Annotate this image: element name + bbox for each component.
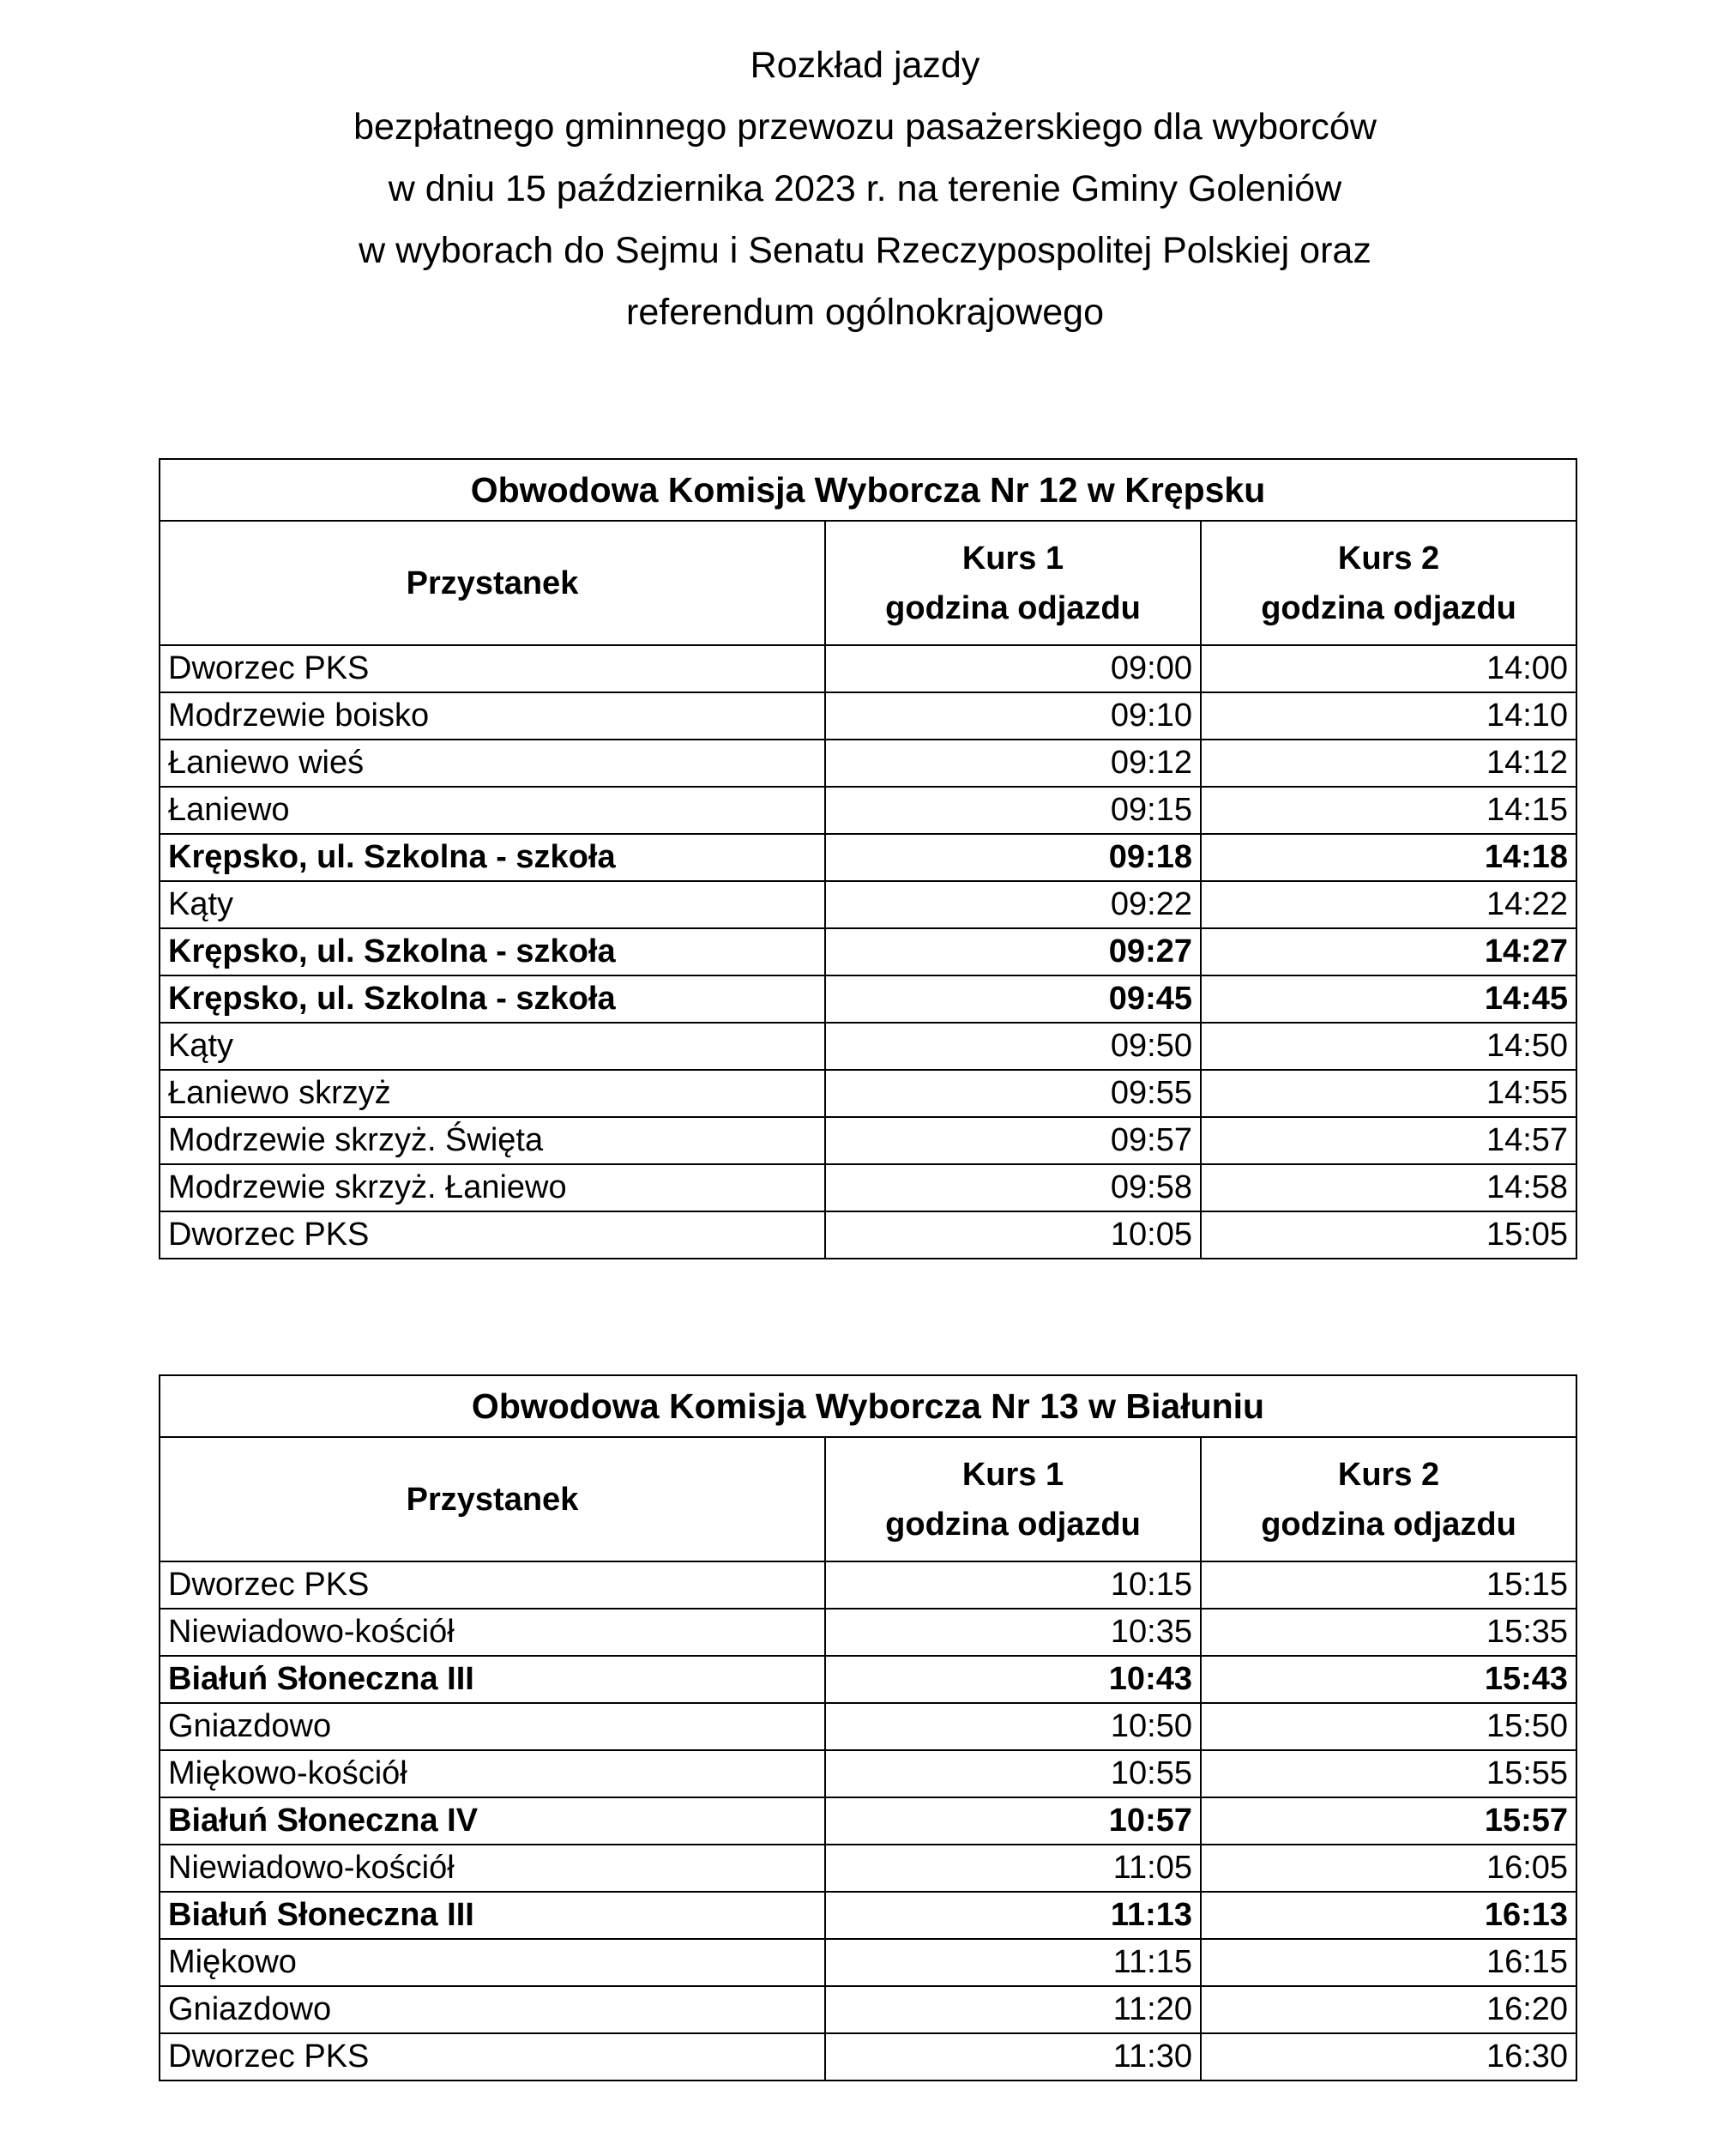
header-kurs-2-label: Kurs 2: [1337, 540, 1440, 577]
table-row: [160, 2033, 1576, 2081]
header-kurs-2-label: Kurs 2: [1337, 1456, 1440, 1493]
table-caption: Obwodowa Komisja Wyborcza Nr 13 w Białuniu: [160, 1375, 1576, 1437]
title-line: referendum ogólnokrajowego: [626, 292, 1104, 333]
departure-time-kurs-2: 14:00: [1201, 645, 1576, 692]
table-row: [160, 1164, 1576, 1211]
header-kurs-1: [825, 521, 1201, 645]
header-kurs-2: [1201, 521, 1576, 645]
table-row: [160, 1845, 1576, 1892]
stop-name: Krępsko, ul. Szkolna - szkoła: [160, 975, 825, 1023]
departure-time-kurs-1: 10:50: [825, 1703, 1201, 1750]
departure-time-kurs-1: 09:18: [825, 834, 1201, 881]
table-body: [160, 1561, 1576, 2081]
stop-name: Łaniewo: [160, 787, 825, 834]
departure-time-kurs-1: 11:15: [825, 1939, 1201, 1986]
departure-time-kurs-1: 09:55: [825, 1070, 1201, 1117]
departure-time-kurs-1: 09:58: [825, 1164, 1201, 1211]
table-row: [160, 1609, 1576, 1656]
stop-name: Niewiadowo-kościół: [160, 1609, 825, 1656]
header-kurs-2: [1201, 1437, 1576, 1561]
stop-name: Modrzewie boisko: [160, 692, 825, 740]
departure-time-kurs-2: 14:10: [1201, 692, 1576, 740]
departure-time-kurs-1: 09:27: [825, 928, 1201, 975]
departure-time-kurs-2: 14:15: [1201, 787, 1576, 834]
departure-time-kurs-2: 14:58: [1201, 1164, 1576, 1211]
departure-time-kurs-1: 09:00: [825, 645, 1201, 692]
departure-time-kurs-1: 09:12: [825, 740, 1201, 787]
stop-name: Gniazdowo: [160, 1703, 825, 1750]
table-row: [160, 692, 1576, 740]
departure-time-kurs-1: 11:05: [825, 1845, 1201, 1892]
table-row: [160, 1939, 1576, 1986]
stop-name: Kąty: [160, 1023, 825, 1070]
header-kurs-1-sublabel: godzina odjazdu: [885, 589, 1141, 626]
timetable-krepsko: [159, 458, 1577, 1259]
stop-name: Niewiadowo-kościół: [160, 1845, 825, 1892]
header-kurs-2-sublabel: godzina odjazdu: [1261, 1506, 1516, 1543]
departure-time-kurs-2: 15:57: [1201, 1797, 1576, 1845]
stop-name: Dworzec PKS: [160, 2033, 825, 2081]
stop-name: Miękowo: [160, 1939, 825, 1986]
departure-time-kurs-1: 09:57: [825, 1117, 1201, 1164]
table-row: [160, 1750, 1576, 1797]
title-line: w wyborach do Sejmu i Senatu Rzeczypospolitej Polskiej oraz: [359, 230, 1371, 271]
timetable-bialun: [159, 1374, 1577, 2081]
stop-name: Kąty: [160, 881, 825, 928]
departure-time-kurs-2: 16:13: [1201, 1892, 1576, 1939]
table-row: [160, 1070, 1576, 1117]
stop-name: Dworzec PKS: [160, 1211, 825, 1259]
title-line: Rozkład jazdy: [750, 45, 980, 86]
departure-time-kurs-1: 09:10: [825, 692, 1201, 740]
departure-time-kurs-2: 16:20: [1201, 1986, 1576, 2033]
title-line: w dniu 15 października 2023 r. na terenie Gminy Goleniów: [388, 168, 1342, 209]
table-row: [160, 1561, 1576, 1609]
table-row: [160, 1703, 1576, 1750]
table-header-row: [160, 521, 1576, 645]
table-row: [160, 975, 1576, 1023]
table-row: [160, 1211, 1576, 1259]
departure-time-kurs-1: 11:20: [825, 1986, 1201, 2033]
departure-time-kurs-2: 15:55: [1201, 1750, 1576, 1797]
departure-time-kurs-1: 10:35: [825, 1609, 1201, 1656]
header-kurs-2-sublabel: godzina odjazdu: [1261, 589, 1516, 626]
header-stop: Przystanek: [160, 1437, 825, 1561]
departure-time-kurs-2: 14:50: [1201, 1023, 1576, 1070]
departure-time-kurs-1: 09:15: [825, 787, 1201, 834]
departure-time-kurs-1: 10:43: [825, 1656, 1201, 1703]
stop-name: Białuń Słoneczna III: [160, 1656, 825, 1703]
departure-time-kurs-1: 10:15: [825, 1561, 1201, 1609]
departure-time-kurs-1: 10:57: [825, 1797, 1201, 1845]
table-row: [160, 1986, 1576, 2033]
stop-name: Miękowo-kościół: [160, 1750, 825, 1797]
stop-name: Białuń Słoneczna III: [160, 1892, 825, 1939]
departure-time-kurs-2: 16:15: [1201, 1939, 1576, 1986]
departure-time-kurs-2: 14:45: [1201, 975, 1576, 1023]
departure-time-kurs-2: 15:43: [1201, 1656, 1576, 1703]
departure-time-kurs-1: 10:05: [825, 1211, 1201, 1259]
header-kurs-1-label: Kurs 1: [961, 1456, 1064, 1493]
header-stop: Przystanek: [160, 521, 825, 645]
departure-time-kurs-2: 15:35: [1201, 1609, 1576, 1656]
table-caption-row: [160, 459, 1576, 521]
stop-name: Krępsko, ul. Szkolna - szkoła: [160, 834, 825, 881]
table-row: [160, 645, 1576, 692]
stop-name: Krępsko, ul. Szkolna - szkoła: [160, 928, 825, 975]
header-kurs-1-label: Kurs 1: [961, 540, 1064, 577]
departure-time-kurs-1: 09:22: [825, 881, 1201, 928]
departure-time-kurs-2: 15:15: [1201, 1561, 1576, 1609]
departure-time-kurs-2: 16:30: [1201, 2033, 1576, 2081]
table-caption-row: [160, 1375, 1576, 1437]
stop-name: Białuń Słoneczna IV: [160, 1797, 825, 1845]
table-row: [160, 881, 1576, 928]
stop-name: Dworzec PKS: [160, 645, 825, 692]
stop-name: Dworzec PKS: [160, 1561, 825, 1609]
table-row: [160, 740, 1576, 787]
departure-time-kurs-1: 09:45: [825, 975, 1201, 1023]
table-row: [160, 1117, 1576, 1164]
title-line: bezpłatnego gminnego przewozu pasażerskiego dla wyborców: [353, 106, 1377, 148]
departure-time-kurs-2: 15:50: [1201, 1703, 1576, 1750]
table-row: [160, 1892, 1576, 1939]
header-kurs-1-sublabel: godzina odjazdu: [885, 1506, 1141, 1543]
departure-time-kurs-2: 14:22: [1201, 881, 1576, 928]
stop-name: Łaniewo wieś: [160, 740, 825, 787]
stop-name: Modrzewie skrzyż. Łaniewo: [160, 1164, 825, 1211]
table-row: [160, 834, 1576, 881]
table-row: [160, 1797, 1576, 1845]
table-body: [160, 645, 1576, 1259]
departure-time-kurs-1: 09:50: [825, 1023, 1201, 1070]
document-title: [0, 34, 1730, 343]
table-header-row: [160, 1437, 1576, 1561]
departure-time-kurs-2: 15:05: [1201, 1211, 1576, 1259]
departure-time-kurs-1: 11:13: [825, 1892, 1201, 1939]
table-row: [160, 1656, 1576, 1703]
departure-time-kurs-2: 14:12: [1201, 740, 1576, 787]
stop-name: Łaniewo skrzyż: [160, 1070, 825, 1117]
table-caption: Obwodowa Komisja Wyborcza Nr 12 w Krępsku: [160, 459, 1576, 521]
table-row: [160, 928, 1576, 975]
departure-time-kurs-1: 10:55: [825, 1750, 1201, 1797]
header-kurs-1: [825, 1437, 1201, 1561]
departure-time-kurs-1: 11:30: [825, 2033, 1201, 2081]
departure-time-kurs-2: 14:57: [1201, 1117, 1576, 1164]
departure-time-kurs-2: 16:05: [1201, 1845, 1576, 1892]
departure-time-kurs-2: 14:55: [1201, 1070, 1576, 1117]
stop-name: Gniazdowo: [160, 1986, 825, 2033]
table-row: [160, 787, 1576, 834]
table-row: [160, 1023, 1576, 1070]
departure-time-kurs-2: 14:18: [1201, 834, 1576, 881]
departure-time-kurs-2: 14:27: [1201, 928, 1576, 975]
stop-name: Modrzewie skrzyż. Święta: [160, 1117, 825, 1164]
